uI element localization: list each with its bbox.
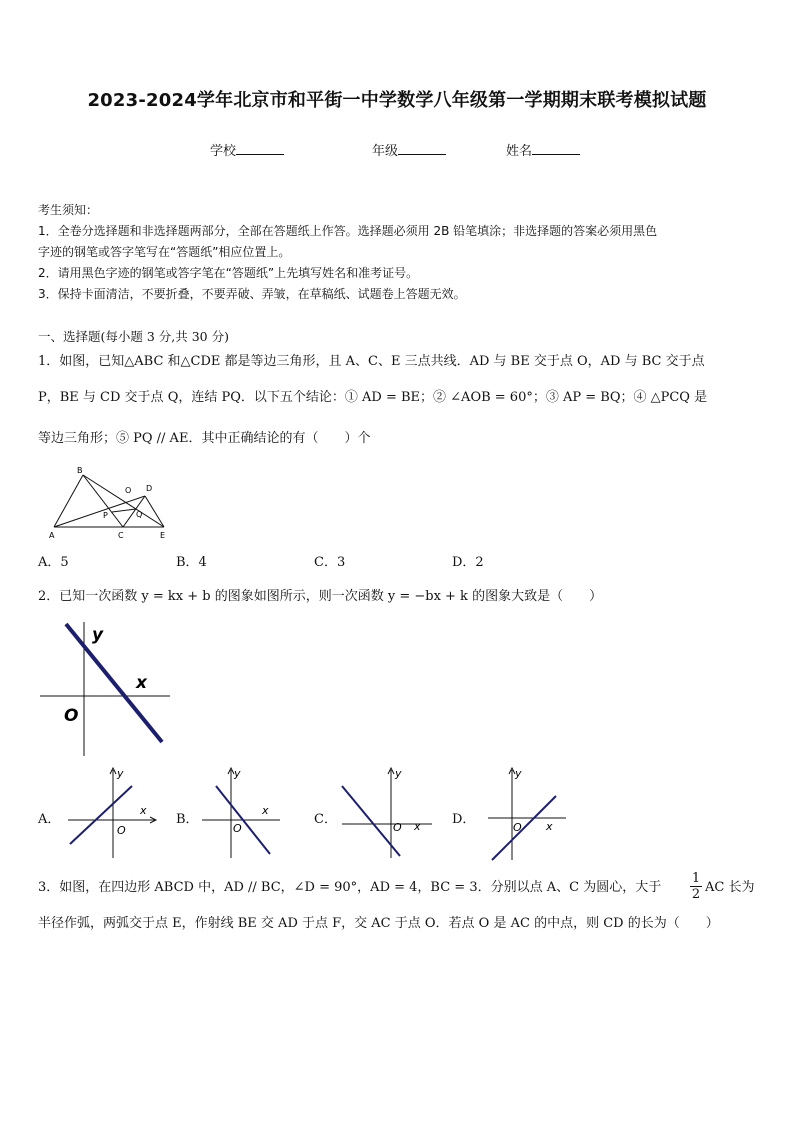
q3-line2: 半径作弧，两弧交于点 E，作射线 BE 交 AD 于点 F，交 AC 于点 O．若点 O 是 AC 的中点，则 CD 的长为（ ）: [38, 916, 719, 931]
q1-line2: P，BE 与 CD 交于点 Q，连结 PQ．以下五个结论：① AD = BE；② ∠AOB = 60°；③ AP = BQ；④ △PCQ 是: [38, 390, 708, 405]
notice-item-1b: 字迹的钢笔或答字笔写在“答题纸”相应位置上。: [38, 245, 291, 259]
grade-blank[interactable]: [398, 142, 446, 155]
school-label: 学校: [210, 144, 237, 159]
notice-heading: 考生须知：: [38, 203, 99, 217]
q2d-origin: O: [513, 821, 522, 834]
q2-axis-x: x: [136, 673, 147, 693]
q2d-axis-x: x: [546, 820, 553, 833]
label-O: O: [125, 486, 132, 495]
name-label: 姓名: [506, 144, 533, 159]
q2a-axis-y: y: [117, 767, 124, 780]
q2b-origin: O: [233, 822, 242, 835]
q1-choice-a[interactable]: A．5: [38, 555, 69, 570]
q3-frac-num: 1: [691, 871, 701, 886]
notice-item-2: 2．请用黑色字迹的钢笔或答字笔在“答题纸”上先填写姓名和准考证号。: [38, 266, 419, 280]
q2a-origin: O: [117, 824, 126, 837]
notice-item-1a: 1．全卷分选择题和非选择题两部分，全部在答题纸上作答。选择题必须用 2B 铅笔填涂；非选择题的答案必须用黑色: [38, 224, 658, 238]
section-heading: 一、选择题(每小题 3 分,共 30 分): [38, 329, 229, 344]
q2c-origin: O: [393, 821, 402, 834]
notice-item-3: 3．保持卡面清洁，不要折叠，不要弄破、弄皱，在草稿纸、试题卷上答题无效。: [38, 287, 466, 301]
q2-choice-b[interactable]: B．: [176, 812, 199, 827]
q2-option-d-graph[interactable]: [486, 764, 574, 862]
name-field[interactable]: [506, 140, 580, 159]
q2d-axis-y: y: [515, 767, 522, 780]
q3-fraction: [690, 871, 702, 902]
q3-frac-den: 2: [691, 887, 701, 902]
school-blank[interactable]: [236, 142, 284, 155]
q2-option-c-graph[interactable]: [336, 764, 436, 860]
name-blank[interactable]: [532, 142, 580, 155]
label-B: B: [77, 466, 83, 475]
q1-line3: 等边三角形；⑤ PQ // AE．其中正确结论的有（ ）个: [38, 431, 371, 446]
q2-main-graph: [36, 620, 176, 760]
q2b-axis-x: x: [262, 804, 269, 817]
label-Q: Q: [136, 510, 143, 519]
q1-choice-c[interactable]: C．3: [314, 555, 346, 570]
label-C: C: [118, 531, 124, 540]
q2c-axis-y: y: [395, 767, 402, 780]
q2-option-a-graph[interactable]: [64, 764, 159, 860]
q2-choice-d[interactable]: D．: [452, 812, 476, 827]
q1-choice-b[interactable]: B．4: [176, 555, 207, 570]
label-P: P: [103, 511, 108, 520]
label-E: E: [160, 531, 166, 540]
q2-choice-c[interactable]: C．: [314, 812, 337, 827]
grade-label: 年级: [372, 144, 399, 159]
page-title: 2023-2024学年北京市和平街一中学数学八年级第一学期期末联考模拟试题: [87, 90, 707, 111]
school-field[interactable]: [210, 140, 284, 159]
q2-origin: O: [64, 706, 79, 726]
q2-line1: 2．已知一次函数 y = kx + b 的图象如图所示，则一次函数 y = −bx + k 的图象大致是（ ）: [38, 589, 603, 604]
label-A: A: [49, 531, 55, 540]
q3-line1a: 3．如图，在四边形 ABCD 中，AD // BC，∠D = 90°，AD = 4，BC = 3．分别以点 A、C 为圆心，大于: [38, 880, 662, 895]
q1-figure: [40, 462, 190, 542]
q2c-axis-x: x: [414, 820, 421, 833]
q2-option-b-graph[interactable]: [200, 764, 285, 860]
label-D: D: [146, 484, 153, 493]
q1-choice-d[interactable]: D．2: [452, 555, 484, 570]
q1-line1: 1．如图，已知△ABC 和△CDE 都是等边三角形，且 A、C、E 三点共线．AD 与 BE 交于点 O，AD 与 BC 交于点: [38, 354, 705, 369]
grade-field[interactable]: [372, 140, 446, 159]
q2-axis-y: y: [92, 625, 104, 645]
q2-choice-a[interactable]: A．: [38, 812, 61, 827]
q3-line1b: AC 长为: [705, 880, 755, 895]
q2a-axis-x: x: [140, 804, 147, 817]
q2b-axis-y: y: [234, 767, 241, 780]
